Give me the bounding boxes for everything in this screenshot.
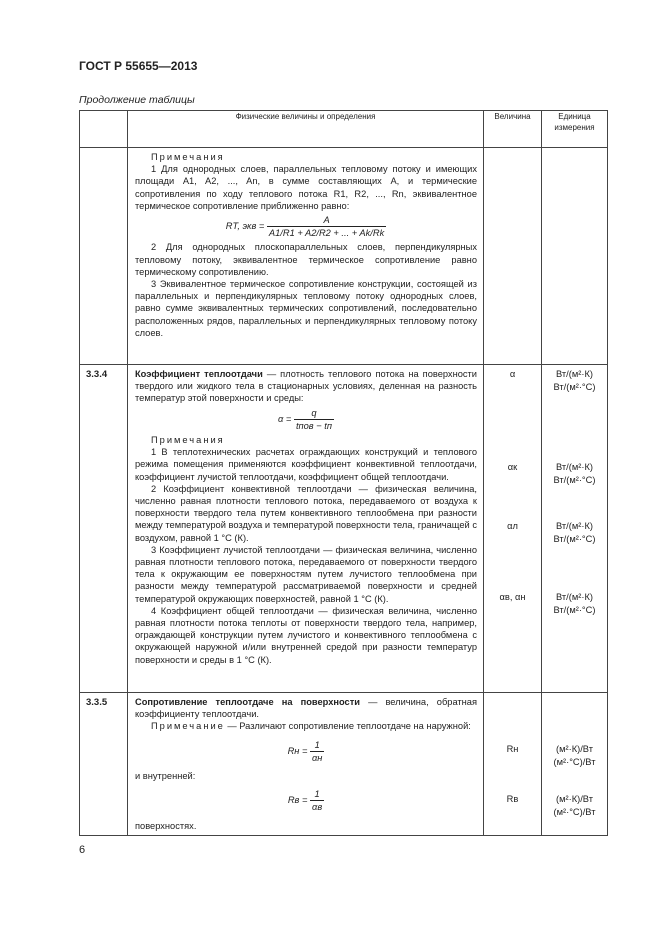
formula-denominator: tпов − tп — [295, 420, 332, 431]
row-unit-cell — [542, 148, 608, 365]
note-paragraph — [135, 720, 477, 732]
note-text: 1 В теплотехнических расчетах ограждающих конструкций и теплового режима помещения применяются коэффициент конвективной теплоотдачи, коэффициент лучистой теплоотдачи, коэффициент общей теплоотдачи. — [135, 447, 477, 482]
definition-text: — плотность теплового потока на поверхности твердого или жидкого тела в стационарных условиях, деленная на разность температур этой поверхности и среды: — [135, 369, 477, 404]
header-number-cell — [80, 111, 128, 148]
formula-fraction — [310, 788, 324, 813]
note-text: 1 Для однородных слоев, параллельных тепловому потоку и имеющих площади A1, A2, ..., An, в сумме составляющих A, и термические сопротивления по ходу теплового потока R1, R2, ..., Rn, эквивалентное термическое сопротивление приближенно равно: — [135, 164, 477, 211]
row-quantity-cell — [484, 693, 542, 836]
unit-m2k-w: (м²·К)/Вт — [556, 744, 593, 754]
row-definition-cell — [128, 148, 484, 365]
row-number: 3.3.4 — [80, 365, 128, 693]
formula-denominator: αв — [312, 802, 323, 813]
note-title: Примечание — [151, 721, 225, 732]
unit-w-m2c: Вт/(м²·°С) — [553, 605, 596, 615]
formula-fraction — [294, 407, 334, 432]
note-text: 2 Для однородных плоскопараллельных слоев, перпендикулярных тепловому потоку, эквивалентное термическое сопротивление равно термическому сопротивлению. — [135, 242, 477, 277]
formula-fraction — [267, 214, 386, 239]
note-text: 4 Коэффициент общей теплоотдачи — физическая величина, численно равная плотности потока теплоты от поверхности твердого тела, например, ограждающей конструкции путем лучистого и конвективного теплообмена с окружающей наружной и/или внутренней средой при разности температур поверхности и среды в 1 °С (К). — [135, 605, 477, 665]
unit-w-m2c: Вт/(м²·°С) — [553, 534, 596, 544]
row-quantity-cell — [484, 365, 542, 693]
row-unit-cell — [542, 693, 608, 836]
note-text: 3 Коэффициент лучистой теплоотдачи — физическая величина, численно равная плотности теплового потока, передаваемого от поверхности твердого тела к окружающим ее поверхностям путем лучистого теплообмена при разности между температурой рассматриваемой поверхности и средней температурой окружающих поверхностей, равной 1 °С (К). — [135, 544, 477, 604]
unit-w-m2k: Вт/(м²·К) — [556, 521, 593, 531]
formula-lhs: Rн = — [287, 745, 308, 756]
formula-numerator: 1 — [314, 739, 320, 750]
unit-m2c-w: (м²·°С)/Вт — [553, 807, 596, 817]
row-definition-cell — [128, 365, 484, 693]
table-row — [80, 365, 608, 693]
symbol-alpha-l: αл — [507, 521, 518, 531]
formula-fraction — [310, 739, 324, 764]
formula-denominator: A1/R1 + A2/R2 + ... + Ak/Rk — [268, 228, 385, 239]
definition-paragraph — [135, 368, 477, 405]
header-quantity: Величина — [484, 111, 542, 148]
formula-lhs: RТ, экв = — [225, 221, 265, 232]
term: Сопротивление теплоотдаче на поверхности — [135, 697, 360, 707]
symbol-r-n: Rн — [506, 744, 519, 754]
internal-label: и внутренней: — [135, 771, 196, 782]
formula-numerator: q — [311, 407, 317, 418]
internal-resistance-formula — [135, 788, 477, 813]
unit-w-m2c: Вт/(м²·°С) — [553, 382, 596, 392]
document-header: ГОСТ Р 55655—2013 — [79, 59, 198, 73]
note-text: 3 Эквивалентное термическое сопротивление конструкции, состоящей из параллельных и перпендикулярных тепловому потоку однородных слоев, равно сумме эквивалентных термических сопротивлений, последовательно расположенных рядов, параллельных и перпендикулярных тепловому потоку слоев. — [135, 279, 477, 338]
page-number: 6 — [79, 844, 86, 856]
definition-paragraph — [135, 696, 477, 720]
row-number: 3.3.5 — [80, 693, 128, 836]
unit-m2k-w: (м²·К)/Вт — [556, 794, 593, 804]
notes-title: Примечания — [151, 152, 225, 162]
table-header-row — [80, 111, 608, 148]
table-continuation-label: Продолжение таблицы — [79, 94, 195, 106]
unit-w-m2k: Вт/(м²·К) — [556, 592, 593, 602]
unit-m2c-w: (м²·°С)/Вт — [553, 757, 596, 767]
symbol-r-v: Rв — [506, 794, 519, 804]
definition-text: — величина, обратная коэффициенту теплоотдачи. — [135, 697, 478, 720]
note-text: — Различают сопротивление теплоотдаче на наружной: — [224, 721, 471, 732]
external-resistance-formula — [135, 739, 477, 764]
table-row — [80, 148, 608, 365]
formula-lhs: α = — [278, 413, 292, 424]
symbol-alpha: α — [509, 369, 516, 379]
note-text: 2 Коэффициент конвективной теплоотдачи — физическая величина, численно равная плотности теплового потока, передаваемого от воздуха к поверхности твердого тела путем конвективного теплообмена при разности между температурой воздуха и температурой поверхности тела, граничащей с воздухом, равной 1 °С (К). — [135, 483, 477, 543]
unit-w-m2k: Вт/(м²·К) — [556, 369, 593, 379]
symbol-alpha-k: αк — [507, 462, 518, 472]
formula-numerator: 1 — [314, 789, 320, 800]
definitions-table — [79, 110, 608, 836]
unit-w-m2c: Вт/(м²·°С) — [553, 475, 596, 485]
header-unit: Единица измерения — [542, 111, 608, 148]
symbol-alpha-vn: αв, αн — [499, 592, 526, 602]
header-definitions: Физические величины и определения — [128, 111, 484, 148]
formula-denominator: αн — [312, 752, 323, 763]
term: Коэффициент теплоотдачи — [135, 369, 263, 379]
formula-numerator: A — [323, 215, 330, 226]
row-definition-cell — [128, 693, 484, 836]
row-quantity-cell — [484, 148, 542, 365]
row-unit-cell — [542, 365, 608, 693]
table-row — [80, 693, 608, 836]
unit-w-m2k: Вт/(м²·К) — [556, 462, 593, 472]
surfaces-label: поверхностях. — [135, 820, 197, 831]
equivalent-resistance-formula — [135, 214, 477, 239]
row-number-cell — [80, 148, 128, 365]
heat-transfer-formula — [135, 407, 477, 432]
notes-title: Примечания — [151, 435, 225, 446]
formula-lhs: Rв = — [287, 795, 308, 806]
